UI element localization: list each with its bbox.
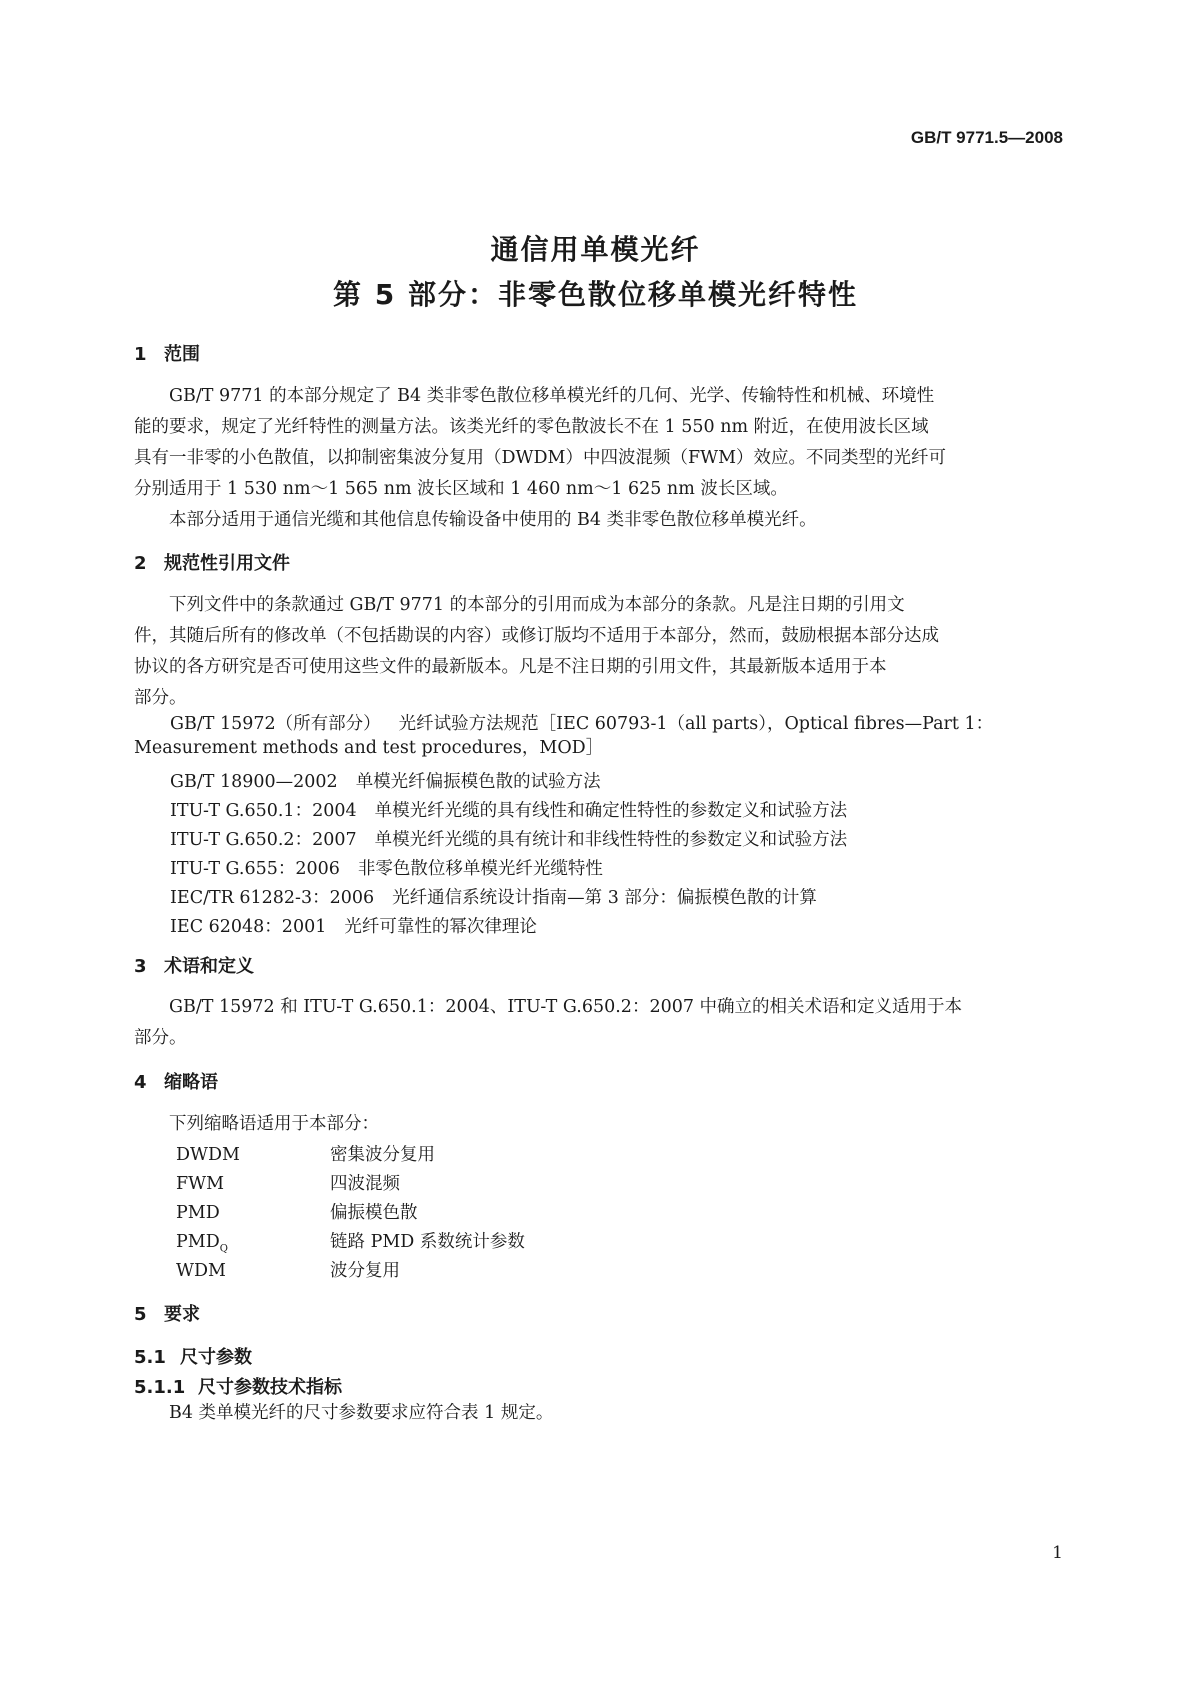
reference-title: 光纤通信系统设计指南—第 3 部分：偏振模色散的计算	[392, 888, 817, 908]
reference-item	[170, 913, 537, 938]
subsection-5-1-heading	[134, 1343, 252, 1369]
section-title: 要求	[164, 1304, 200, 1325]
reference-code: ITU-T G.650.1：2004	[170, 801, 357, 821]
section-title: 规范性引用文件	[164, 553, 290, 574]
document-title-line2: 第 5 部分：非零色散位移单模光纤特性	[333, 278, 858, 311]
reference-item	[170, 855, 603, 880]
section-title: 术语和定义	[164, 956, 254, 977]
abbreviation: DWDM	[176, 1145, 240, 1165]
paragraph-line: 本部分适用于通信光缆和其他信息传输设备中使用的 B4 类非零色散位移单模光纤。	[169, 510, 817, 530]
paragraph-line: 下列缩略语适用于本部分：	[169, 1114, 379, 1134]
abbreviation-definition: 四波混频	[330, 1174, 400, 1194]
paragraph-line: 部分。	[134, 1028, 187, 1048]
reference-code: GB/T 15972（所有部分）	[170, 714, 381, 734]
reference-item	[170, 826, 847, 851]
reference-title: 单模光纤光缆的具有线性和确定性特性的参数定义和试验方法	[374, 801, 848, 821]
reference-item	[170, 797, 847, 822]
abbreviation: WDM	[176, 1261, 226, 1281]
section-number: 5.1	[134, 1347, 166, 1368]
reference-code: ITU-T G.650.2：2007	[170, 830, 357, 850]
reference-continuation: Measurement methods and test procedures，MOD］	[134, 738, 604, 758]
paragraph-line: 具有一非零的小色散值，以抑制密集波分复用（DWDM）中四波混频（FWM）效应。不同类型的光纤可	[134, 448, 947, 468]
reference-code: ITU-T G.655：2006	[170, 859, 340, 879]
standard-code: GB/T 9771.5—2008	[910, 128, 1063, 147]
section-number: 1	[134, 344, 147, 365]
abbreviation: FWM	[176, 1174, 225, 1194]
abbreviation-row	[176, 1170, 400, 1195]
abbreviation-row	[176, 1141, 435, 1166]
paragraph-line: B4 类单模光纤的尺寸参数要求应符合表 1 规定。	[169, 1403, 554, 1423]
reference-title: 单模光纤偏振模色散的试验方法	[355, 772, 601, 792]
section-title: 尺寸参数技术指标	[198, 1377, 342, 1398]
abbreviation: $PMD_Q$	[176, 1232, 228, 1255]
reference-title: 单模光纤光缆的具有统计和非线性特性的参数定义和试验方法	[374, 830, 848, 850]
abbreviation-definition: 偏振模色散	[330, 1203, 418, 1223]
paragraph-line: 部分。	[134, 688, 187, 708]
reference-code: GB/T 18900—2002	[170, 772, 338, 792]
reference-item	[170, 768, 601, 793]
section-title: 尺寸参数	[180, 1347, 252, 1368]
abbreviation-definition: 波分复用	[330, 1261, 400, 1281]
reference-code: IEC/TR 61282-3：2006	[170, 888, 375, 908]
abbreviation-row	[176, 1199, 418, 1224]
reference-title: 光纤试验方法规范［IEC 60793-1（all parts），Optical fibres—Part 1：	[398, 714, 994, 734]
subsection-5-1-1-heading	[134, 1373, 342, 1399]
document-title-line1: 通信用单模光纤	[490, 233, 701, 266]
abbreviation-definition: 链路 PMD 系数统计参数	[330, 1232, 525, 1252]
reference-title: 非零色散位移单模光纤光缆特性	[357, 859, 603, 879]
abbreviation: PMD	[176, 1203, 220, 1223]
paragraph-line: GB/T 15972 和 ITU-T G.650.1：2004、ITU-T G.650.2：2007 中确立的相关术语和定义适用于本	[169, 997, 963, 1017]
reference-item	[170, 884, 817, 909]
reference-title: 光纤可靠性的幂次律理论	[344, 917, 537, 937]
paragraph-line: 能的要求，规定了光纤特性的测量方法。该类光纤的零色散波长不在 1 550 nm 附近，在使用波长区域	[134, 417, 929, 437]
section-number: 5.1.1	[134, 1377, 186, 1398]
section-2-heading	[134, 549, 290, 575]
paragraph-line: 协议的各方研究是否可使用这些文件的最新版本。凡是不注日期的引用文件，其最新版本适用于本	[134, 657, 887, 677]
section-4-heading	[134, 1068, 218, 1094]
section-number: 3	[134, 956, 147, 977]
abbreviation-definition: 密集波分复用	[330, 1145, 435, 1165]
section-3-heading	[134, 952, 254, 978]
paragraph-line: 分别适用于 1 530 nm～1 565 nm 波长区域和 1 460 nm～1 625 nm 波长区域。	[134, 479, 788, 499]
section-number: 2	[134, 553, 147, 574]
section-number: 4	[134, 1072, 147, 1093]
abbreviation-row	[176, 1228, 525, 1255]
section-title: 范围	[164, 344, 200, 365]
reference-item	[170, 710, 993, 735]
section-title: 缩略语	[164, 1072, 218, 1093]
paragraph-line: 下列文件中的条款通过 GB/T 9771 的本部分的引用而成为本部分的条款。凡是注日期的引用文	[169, 595, 905, 615]
abbreviation-row	[176, 1257, 400, 1282]
paragraph-line: 件，其随后所有的修改单（不包括勘误的内容）或修订版均不适用于本部分，然而，鼓励根据本部分达成	[134, 626, 939, 646]
section-5-heading	[134, 1300, 200, 1326]
paragraph-line: GB/T 9771 的本部分规定了 B4 类非零色散位移单模光纤的几何、光学、传输特性和机械、环境性	[169, 386, 935, 406]
page-number: 1	[1052, 1543, 1063, 1563]
section-number: 5	[134, 1304, 147, 1325]
abbreviation-subscript: Q	[219, 1243, 228, 1255]
reference-code: IEC 62048：2001	[170, 917, 327, 937]
section-1-heading	[134, 340, 200, 366]
